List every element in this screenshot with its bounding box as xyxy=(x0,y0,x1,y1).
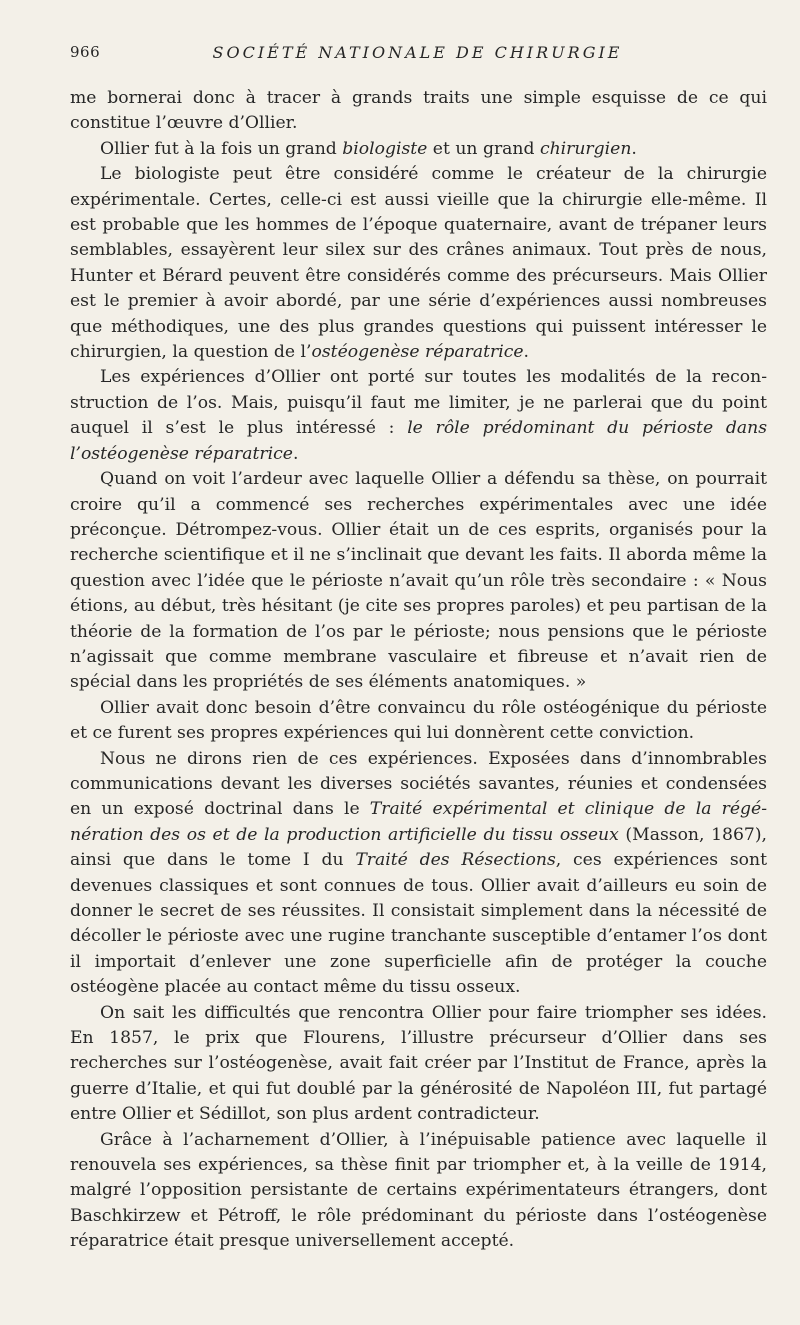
paragraph: Nous ne dirons rien de ces expériences. Exposées dans d’innombrables communications devant les diverses sociétés savantes, réunies et condensées en un exposé doctrinal dans le Traité expérimental et clinique de la régénération des os et de la production artificielle du tissu osseux (Masson, 1867), ainsi que dans le tome I du Traité des Résections, ces expériences sont devenues classiques et sont connues de tous. Ollier avait d’ailleurs eu soin de donner le secret de ses réussites. Il consistait simplement dans la nécessité de décoller le périoste avec une rugine tranchante susceptible d’entamer l’os dont il importait d’enlever une zone superficielle afin de protéger la couche ostéogène placée au contact même du tissu osseux. xyxy=(70,748,768,998)
page-header xyxy=(70,43,765,67)
paragraph: me bornerai donc à tracer à grands traits une simple esquisse de ce qui constitue l’œuvre d’Ollier. xyxy=(70,88,767,134)
italic-text: biologiste xyxy=(342,138,428,159)
paragraph: On sait les difficultés que rencontra Ollier pour faire triompher ses idées. En 1857, le prix que Flourens, l’illustre précurseur d’Ollier dans ses recherches sur l’ostéogenèse, avait fait créer par l’Institut de France, après la guerre d’Italie, et qui fut doublé par la générosité de Napoléon III, fut partagé entre Ollier et Sédillot, son plus ardent contradicteur. xyxy=(70,1002,767,1125)
page-number: 966 xyxy=(70,43,101,61)
paragraph: Grâce à l’acharnement d’Ollier, à l’inépuisable patience avec laquelle il renouvela ses expériences, sa thèse finit par triompher et, à la veille de 1914, malgré l’opposition persistante de certains expérimentateurs étrangers, dont Baschkirzew et Pétroff, le rôle prédominant du périoste dans l’ostéogenèse réparatrice était presque universellement accepté. xyxy=(70,1129,767,1252)
paragraph: Quand on voit l’ardeur avec laquelle Ollier a défendu sa thèse, on pourrait croire qu’il a commencé ses recherches expérimentales avec une idée préconçue. Détrompez-vous. Ollier était un de ces esprits, organisés pour la recherche scientifique et il ne s’inclinait que devant les faits. Il aborda même la question avec l’idée que le périoste n’avait qu’un rôle très secondaire : « Nous étions, au début, très hésitant (je cite ses propres paroles) et peu partisan de la théorie de la formation de l’os par le périoste; nous pensions que le périoste n’agissait que comme membrane vasculaire et fibreuse et n’avait rien de spécial dans les propriétés de ses éléments anatomiques. » xyxy=(70,469,767,693)
paragraph: Les expériences d’Ollier ont porté sur toutes les modalités de la reconstruction de l’os. Mais, puisqu’il faut me limiter, je ne parlerai que du point auquel il s’est le plus intéressé : le rôle prédominant du périoste dans l’ostéogenèse réparatrice. xyxy=(70,367,768,464)
paragraph: Ollier fut à la fois un grand biologiste et un grand chirurgien. xyxy=(100,138,637,159)
italic-text: Traité expérimental et clinique de la régénération des os et de la production artificielle du tissu osseux xyxy=(70,799,767,845)
paragraph: Le biologiste peut être considéré comme le créateur de la chirurgie expérimentale. Certes, celle-ci est aussi vieille que la chirurgie elle-même. Il est probable que les hommes de l’époque quaternaire, avant de trépaner leurs semblables, essayèrent leur silex sur des crânes animaux. Tout près de nous, Hunter et Bérard peuvent être considérés comme des précurseurs. Mais Ollier est le premier à avoir abordé, par une série d’expériences aussi nombreuses que méthodiques, une des plus grandes questions qui puissent intéresser le chirurgien, la question de l’ostéogenèse réparatrice. xyxy=(70,164,767,363)
italic-text: le rôle prédominant du périoste dans l’ostéogenèse réparatrice xyxy=(70,418,768,464)
body-text xyxy=(70,86,767,1255)
italic-text: ostéogenèse réparatrice xyxy=(311,342,524,363)
italic-text: chirurgien xyxy=(539,138,632,159)
paragraph: Ollier avait donc besoin d’être convaincu du rôle ostéogénique du périoste et ce furent ses propres expériences qui lui donnèrent cette conviction. xyxy=(70,697,767,744)
italic-text: Traité des Résections xyxy=(355,850,556,871)
running-head: SOCIÉTÉ NATIONALE DE CHIRURGIE xyxy=(212,43,623,62)
